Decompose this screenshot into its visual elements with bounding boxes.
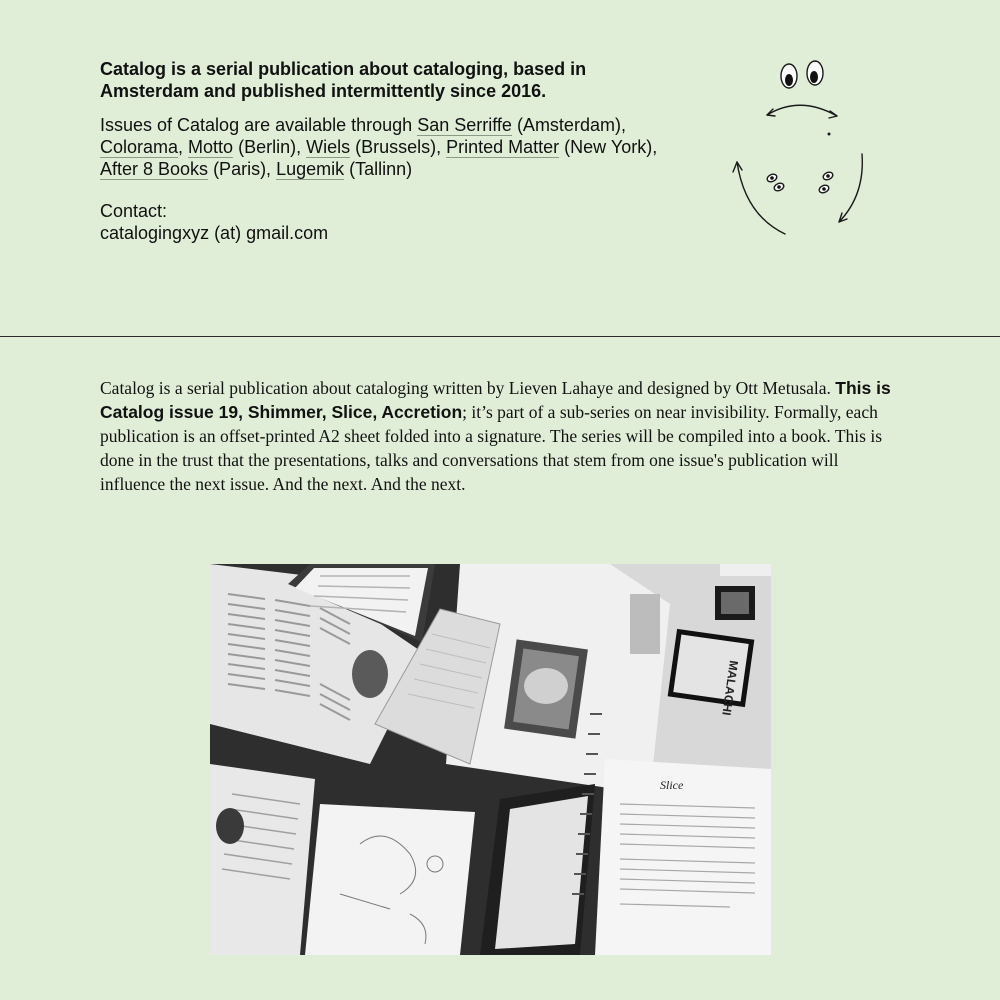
- contact-label: Contact:: [100, 201, 168, 221]
- contact-email: catalogingxyz (at) gmail.com: [100, 223, 329, 243]
- availability-text: Issues of Catalog are available through San Serriffe (Amsterdam), Colorama, Motto (Berlin), Wiels (Brussels), Printed Matter (New York), After 8 Books (Paris), Lugemik (Tallinn): [100, 115, 658, 179]
- store-link-wiels[interactable]: Wiels: [306, 137, 351, 157]
- store-link-after-8-books[interactable]: After 8 Books: [100, 159, 209, 179]
- intro-text: Catalog is a serial publication about cataloging, based in Amsterdam and published intermittently since 2016.: [100, 59, 587, 101]
- catalog-spread-photo: [210, 564, 771, 955]
- faces-doodle-icon: [725, 50, 875, 245]
- sheet-heading: Slice: [660, 778, 684, 792]
- contact-block: [100, 200, 660, 244]
- photo-illustration: [210, 564, 771, 955]
- store-link-san-serriffe[interactable]: San Serriffe: [417, 115, 512, 135]
- header-section: [100, 58, 660, 244]
- description-text: Catalog is a serial publication about cataloging written by Lieven Lahaye and designed by Ott Metusala. This is Catalog issue 19, Shimmer, Slice, Accretion; it’s part of a sub-series on near invisibility. Formally, each publication is an offset-printed A2 sheet folded into a signature. The series will be compiled into a book. This is done in the trust that the presentations, talks and conversations that stem from one issue's publication will influence the next issue. And the next. And the next.: [100, 378, 891, 494]
- issue-highlight: This is Catalog issue 19, Shimmer, Slice, Accretion: [100, 378, 891, 422]
- poster-label: MALACHI: [719, 659, 741, 717]
- store-link-colorama[interactable]: Colorama: [100, 137, 179, 157]
- store-link-lugemik[interactable]: Lugemik: [276, 159, 345, 179]
- section-divider: [0, 336, 1000, 337]
- store-link-printed-matter[interactable]: Printed Matter: [446, 137, 560, 157]
- store-link-motto[interactable]: Motto: [188, 137, 234, 157]
